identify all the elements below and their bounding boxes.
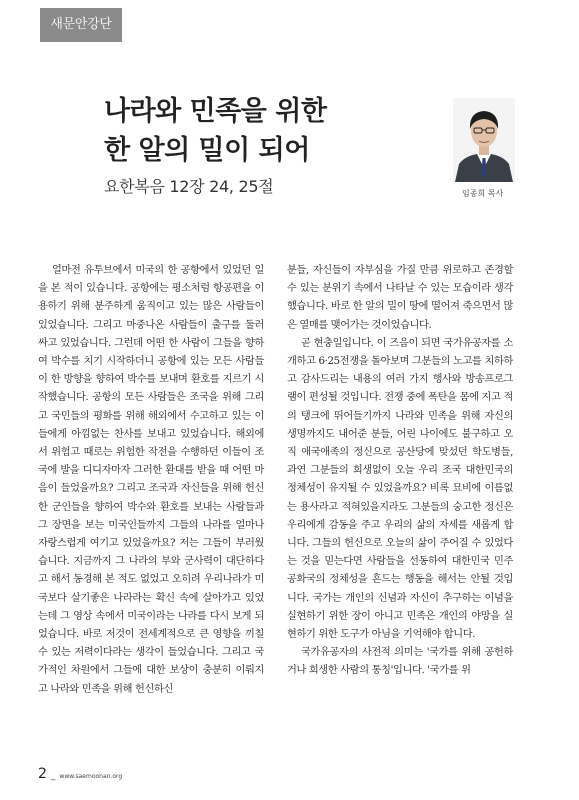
paragraph: 곧 현충일입니다. 이 즈음이 되면 국가유공자를 소개하고 6·25전쟁을 돌아보며 그분들의 노고를 치하하고 감사드리는 내용의 여러 가지 행사와 방송프로그램이 편성될 것입니다. 전쟁 중에 폭탄을 몸에 지고 적의 탱크에 뛰어들기까지 나라와 민족을 위해 자신의 생명까지도 내어준 분들, 어린 나이에도 불구하고 오직 애국애족의 정신으로 공산당에 맞섰던 학도병들, 과연 그분들의 희생없이 오늘 우리 조국 대한민국의 정체성이 유지될 수 있었을까요? 비록 묘비에 이름없는 용사라고 적혀있을지라도 그분들의 숭고한 정신은 우리에게 감동을 주고 우리의 삶의 자세를 새롭게 합니다. 그들의 헌신으로 오늘의 삶이 주어질 수 있었다는 것을 믿는다면 사람들을 선동하여 대한민국 민주공화국의 정체성을 흔드는 행동을 해서는 안될 것입니다. 국가는 개인의 신념과 자신이 추구하는 이념을 실현하기 위한 장이 아니고 민족은 개인의 야망을 실현하기 위한 도구가 아님을 기억해야 합니다. [287,337,513,641]
author-portrait-icon [453,98,515,182]
author-name: 임종희 목사 [462,189,504,198]
footer-separator: _ [50,771,56,781]
sermon-title [104,92,326,170]
body-column-right [287,262,513,681]
title-line-1: 나라와 민족을 위한 [104,96,327,127]
section-tab: 새문안강단 [40,8,122,42]
paragraph: 분들, 자신들이 자부심을 가질 만큼 위로하고 존경할 수 있는 분위기 속에서 나타날 수 있는 모습이라 생각했습니다. 바로 한 알의 밀이 땅에 떨어져 죽으면서 많은 열매를 맺어가는 것이었습니다. [287,265,513,331]
author-photo [453,98,515,182]
page-footer [38,766,122,782]
body-column-left [38,262,264,699]
scripture-reference: 요한복음 12장 24, 25절 [104,177,274,196]
footer-url[interactable]: www.saemoonan.org [59,773,123,780]
title-line-2: 한 알의 밀이 되어 [104,135,310,166]
paragraph: 국가유공자의 사전적 의미는 '국가를 위해 공헌하거나 희생한 사람의 통칭'입니다. '국가를 위 [287,647,513,677]
page-number: 2 [38,766,47,782]
paragraph: 얼마전 유투브에서 미국의 한 공항에서 있었던 일을 본 적이 있습니다. 공항에는 평소처럼 항공편을 이용하기 위해 분주하게 움직이고 있는 많은 사람들이 있었습니다. 그리고 마중나온 사람들이 출구를 둘러싸고 있었습니다. 그런데 어떤 한 사람이 그들을 향하여 박수를 치기 시작하더니 공항에 있는 모든 사람들이 한 방향을 향하여 박수를 보내며 환호를 지르기 시작했습니다. 공항의 모든 사람들은 조국을 위해 그리고 국민들의 평화를 위해 해외에서 수고하고 있는 이들에게 아낌없는 찬사를 보내고 있었습니다. 해외에서 위험고 때로는 위험한 작전을 수행하던 이들이 조국에 발을 디디자마자 그러한 환대를 받을 때 어떤 마음이 들었을까요? 그리고 조국과 자신들을 위해 헌신한 군인들을 향하여 박수와 환호를 보내는 사람들과 그 장면을 보는 미국인들까지 그들의 나라를 얼마나 자랑스럽게 여기고 있었을까요? 저는 그들이 부러웠습니다. 지금까지 그 나라의 부와 군사력이 대단하다고 해서 동경해 본 적도 없었고 오히려 우리나라가 미국보다 살기좋은 나라라는 확신 속에 살아가고 있었는데 그 영상 속에서 미국이라는 나라를 다시 보게 되었습니다. 바로 저것이 전세계적으로 큰 영향을 끼칠 수 있는 저력이다라는 생각이 들었습니다. 그리고 국가적인 차원에서 그들에 대한 보상이 충분히 이뤄지고 나라와 민족을 위해 헌신하신 [38,265,264,695]
